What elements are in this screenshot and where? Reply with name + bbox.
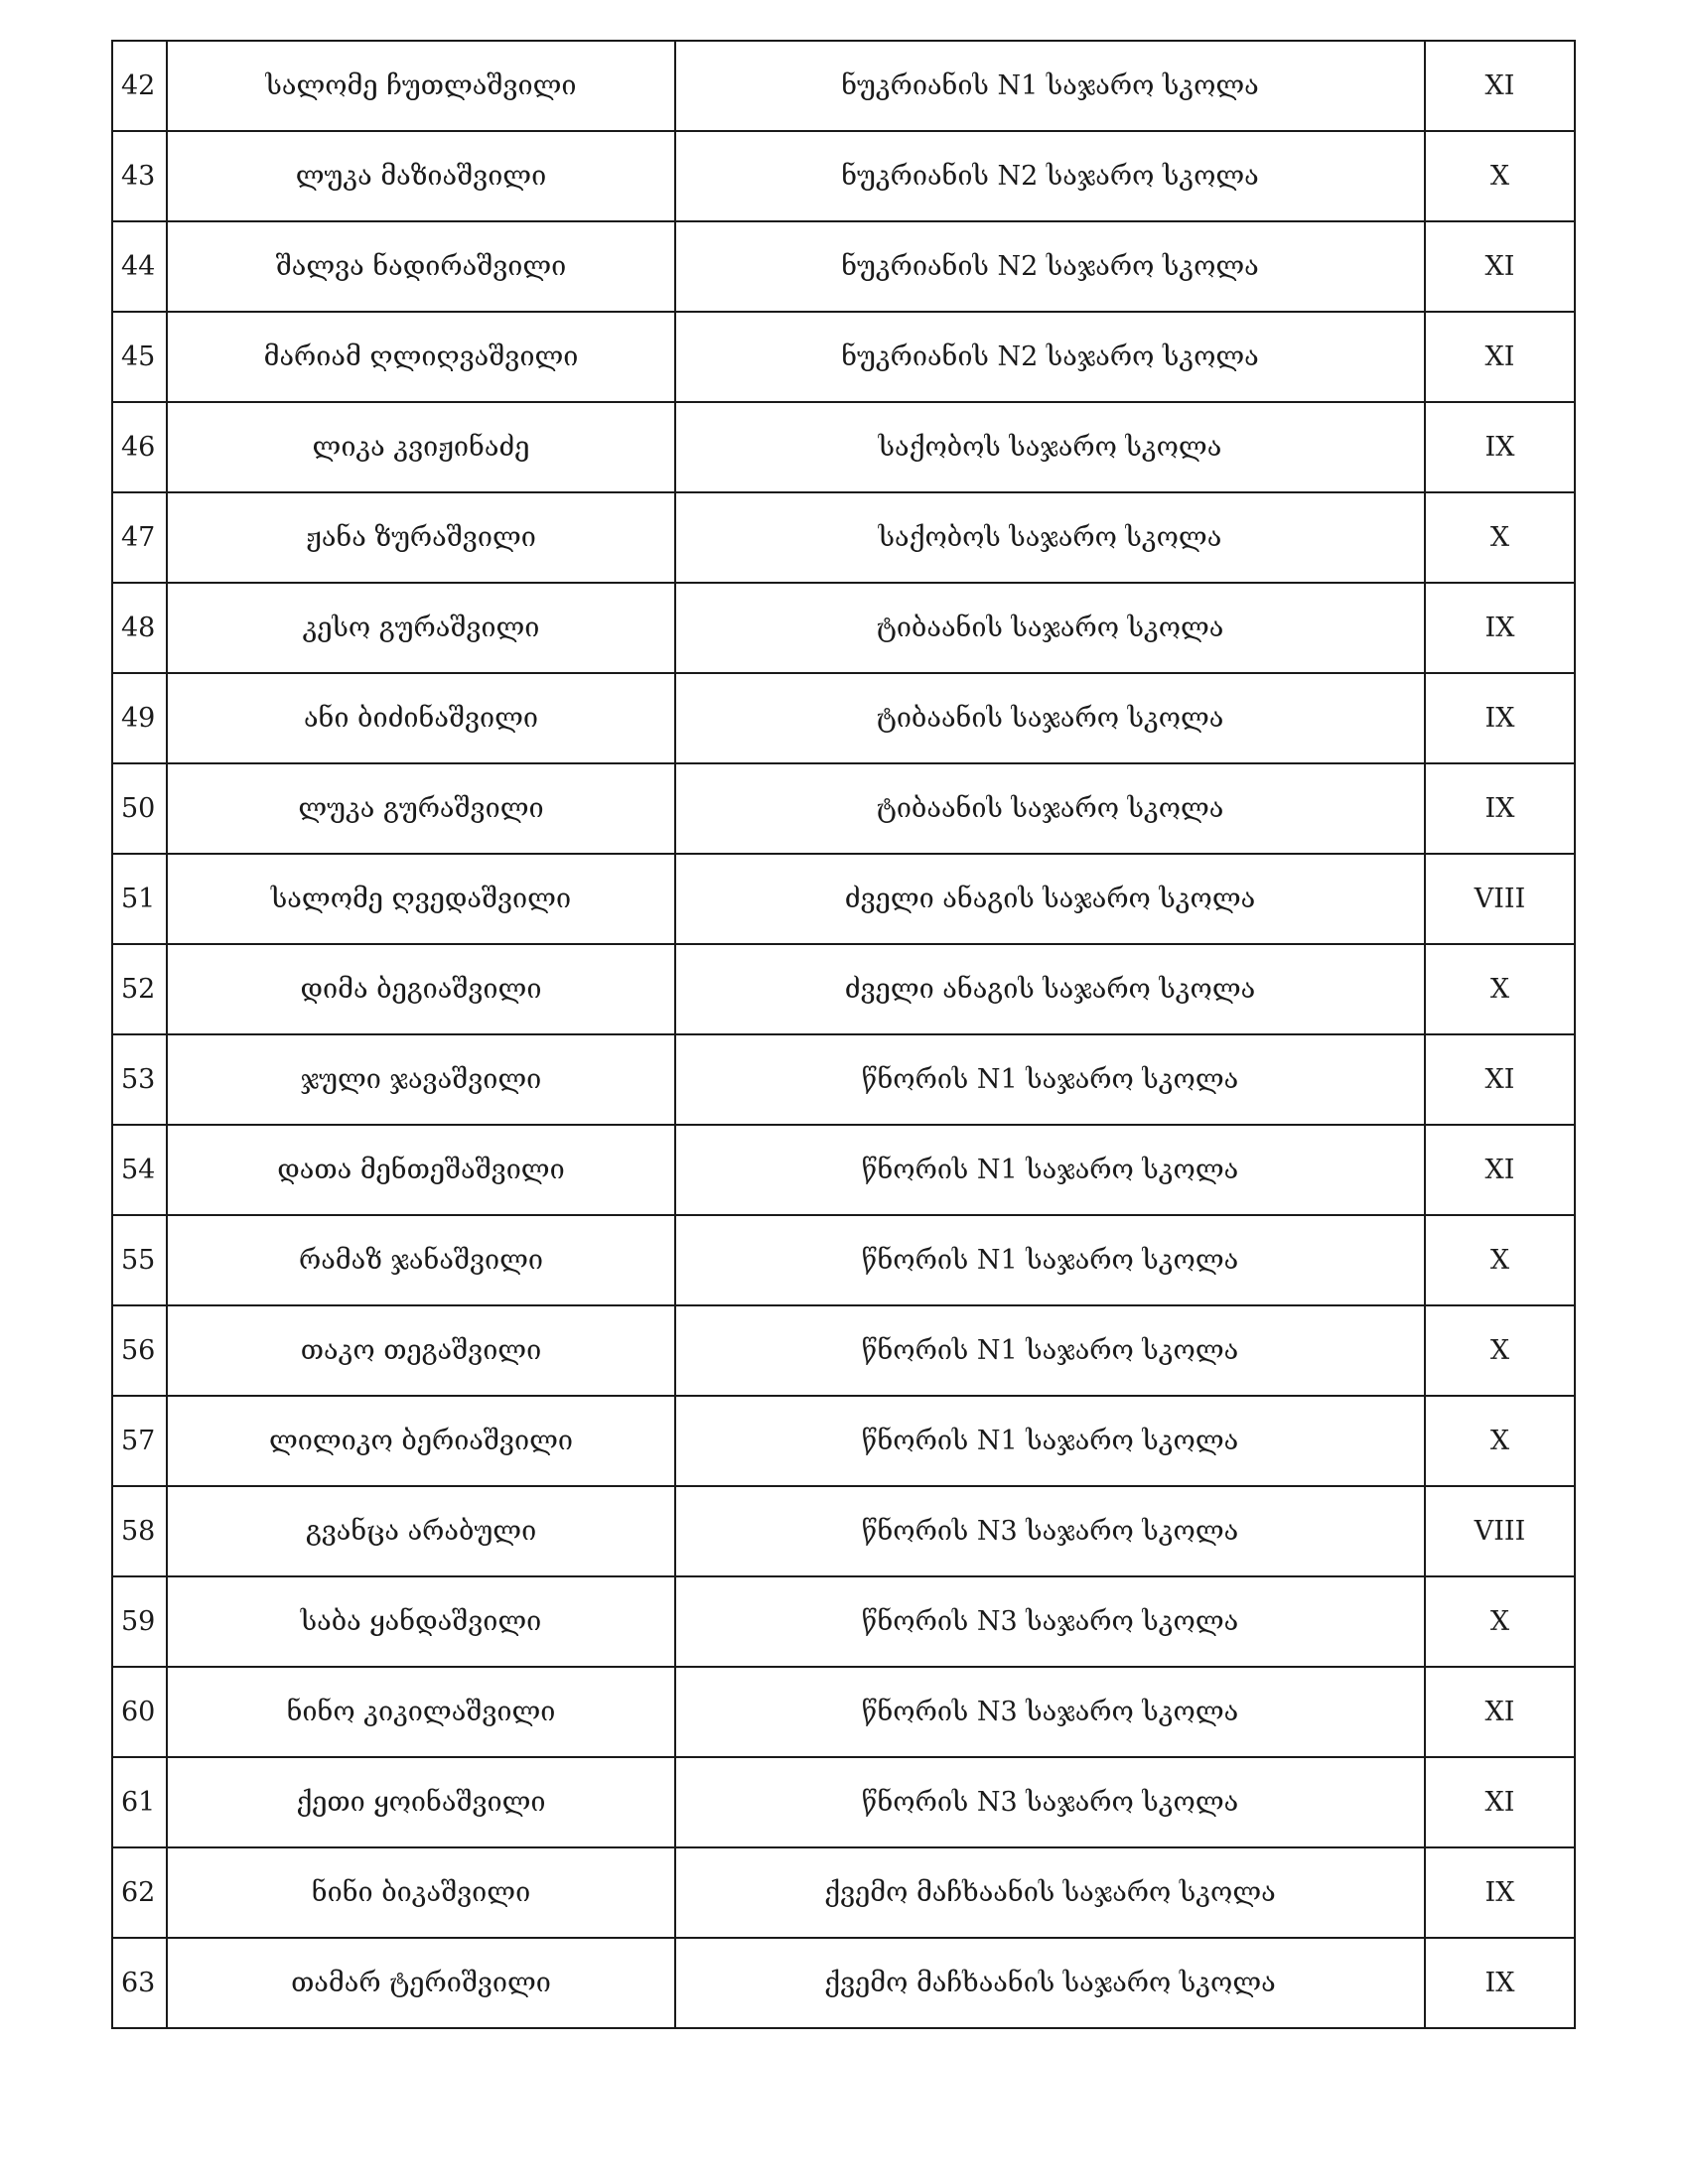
student-name-cell: გვანცა არაბული (167, 1486, 675, 1576)
row-number-cell: 60 (112, 1667, 167, 1757)
school-name-cell: საქობოს საჯარო სკოლა (675, 402, 1425, 492)
school-name-cell: ნუკრიანის N2 საჯარო სკოლა (675, 131, 1425, 221)
student-name-cell: ლუკა მაზიაშვილი (167, 131, 675, 221)
row-number-cell: 58 (112, 1486, 167, 1576)
student-name-cell: თაკო თეგაშვილი (167, 1305, 675, 1396)
school-name-cell: წნორის N1 საჯარო სკოლა (675, 1396, 1425, 1486)
school-name-cell: წნორის N1 საჯარო სკოლა (675, 1034, 1425, 1125)
student-name-cell: დათა მენთეშაშვილი (167, 1125, 675, 1215)
student-name-cell: სალომე ჩუთლაშვილი (167, 41, 675, 131)
row-number-cell: 55 (112, 1215, 167, 1305)
table-row (112, 1305, 1575, 1396)
table-row (112, 131, 1575, 221)
student-name-cell: მარიამ ღლიღვაშვილი (167, 312, 675, 402)
row-number-cell: 48 (112, 583, 167, 673)
grade-cell: X (1425, 131, 1575, 221)
grade-cell: VIII (1425, 1486, 1575, 1576)
school-name-cell: წნორის N1 საჯარო სკოლა (675, 1305, 1425, 1396)
student-name-cell: საბა ყანდაშვილი (167, 1576, 675, 1667)
grade-cell: VIII (1425, 854, 1575, 944)
school-name-cell: ტიბაანის საჯარო სკოლა (675, 673, 1425, 763)
grade-cell: X (1425, 1305, 1575, 1396)
student-name-cell: ჟანა ზურაშვილი (167, 492, 675, 583)
table-row (112, 1034, 1575, 1125)
row-number-cell: 63 (112, 1938, 167, 2028)
table-row (112, 673, 1575, 763)
school-name-cell: ქვემო მაჩხაანის საჯარო სკოლა (675, 1847, 1425, 1938)
school-name-cell: ნუკრიანის N2 საჯარო სკოლა (675, 312, 1425, 402)
table-row (112, 1938, 1575, 2028)
school-name-cell: წნორის N1 საჯარო სკოლა (675, 1215, 1425, 1305)
table-row (112, 1125, 1575, 1215)
table-row (112, 221, 1575, 312)
school-name-cell: ქვემო მაჩხაანის საჯარო სკოლა (675, 1938, 1425, 2028)
school-name-cell: ძველი ანაგის საჯარო სკოლა (675, 854, 1425, 944)
table-row (112, 854, 1575, 944)
grade-cell: XI (1425, 221, 1575, 312)
row-number-cell: 57 (112, 1396, 167, 1486)
row-number-cell: 46 (112, 402, 167, 492)
student-name-cell: ანი ბიძინაშვილი (167, 673, 675, 763)
grade-cell: XI (1425, 1034, 1575, 1125)
school-name-cell: წნორის N3 საჯარო სკოლა (675, 1576, 1425, 1667)
grade-cell: XI (1425, 41, 1575, 131)
grade-cell: XI (1425, 1125, 1575, 1215)
school-name-cell: წნორის N1 საჯარო სკოლა (675, 1125, 1425, 1215)
school-name-cell: წნორის N3 საჯარო სკოლა (675, 1486, 1425, 1576)
school-name-cell: წნორის N3 საჯარო სკოლა (675, 1667, 1425, 1757)
row-number-cell: 61 (112, 1757, 167, 1847)
grade-cell: X (1425, 1215, 1575, 1305)
grade-cell: IX (1425, 1847, 1575, 1938)
table-row (112, 763, 1575, 854)
school-name-cell: ძველი ანაგის საჯარო სკოლა (675, 944, 1425, 1034)
student-name-cell: ნინი ბიკაშვილი (167, 1847, 675, 1938)
grade-cell: X (1425, 1396, 1575, 1486)
grade-cell: IX (1425, 673, 1575, 763)
grade-cell: X (1425, 1576, 1575, 1667)
grade-cell: XI (1425, 1757, 1575, 1847)
row-number-cell: 59 (112, 1576, 167, 1667)
table-row (112, 492, 1575, 583)
student-name-cell: ლიკა კვიჟინაძე (167, 402, 675, 492)
row-number-cell: 62 (112, 1847, 167, 1938)
school-name-cell: ტიბაანის საჯარო სკოლა (675, 763, 1425, 854)
student-table-body (112, 41, 1575, 2028)
table-row (112, 583, 1575, 673)
grade-cell: IX (1425, 402, 1575, 492)
student-table (111, 40, 1576, 2029)
school-name-cell: საქობოს საჯარო სკოლა (675, 492, 1425, 583)
student-name-cell: ლუკა გურაშვილი (167, 763, 675, 854)
row-number-cell: 54 (112, 1125, 167, 1215)
school-name-cell: წნორის N3 საჯარო სკოლა (675, 1757, 1425, 1847)
student-name-cell: ქეთი ყოინაშვილი (167, 1757, 675, 1847)
row-number-cell: 42 (112, 41, 167, 131)
student-name-cell: ჯული ჯავაშვილი (167, 1034, 675, 1125)
table-row (112, 41, 1575, 131)
table-row (112, 1576, 1575, 1667)
row-number-cell: 50 (112, 763, 167, 854)
grade-cell: XI (1425, 312, 1575, 402)
grade-cell: IX (1425, 1938, 1575, 2028)
row-number-cell: 52 (112, 944, 167, 1034)
table-row (112, 1486, 1575, 1576)
row-number-cell: 43 (112, 131, 167, 221)
row-number-cell: 51 (112, 854, 167, 944)
student-name-cell: თამარ ტერიშვილი (167, 1938, 675, 2028)
grade-cell: XI (1425, 1667, 1575, 1757)
table-row (112, 944, 1575, 1034)
table-row (112, 1667, 1575, 1757)
table-row (112, 1757, 1575, 1847)
table-row (112, 312, 1575, 402)
grade-cell: X (1425, 492, 1575, 583)
row-number-cell: 53 (112, 1034, 167, 1125)
row-number-cell: 45 (112, 312, 167, 402)
grade-cell: X (1425, 944, 1575, 1034)
student-name-cell: რამაზ ჯანაშვილი (167, 1215, 675, 1305)
row-number-cell: 56 (112, 1305, 167, 1396)
student-name-cell: შალვა ნადირაშვილი (167, 221, 675, 312)
student-name-cell: ლილიკო ბერიაშვილი (167, 1396, 675, 1486)
row-number-cell: 47 (112, 492, 167, 583)
table-row (112, 1396, 1575, 1486)
student-name-cell: სალომე ღვედაშვილი (167, 854, 675, 944)
grade-cell: IX (1425, 583, 1575, 673)
row-number-cell: 49 (112, 673, 167, 763)
table-row (112, 402, 1575, 492)
grade-cell: IX (1425, 763, 1575, 854)
school-name-cell: ნუკრიანის N1 საჯარო სკოლა (675, 41, 1425, 131)
document-page (111, 40, 1576, 2029)
row-number-cell: 44 (112, 221, 167, 312)
table-row (112, 1215, 1575, 1305)
student-name-cell: დიმა ბეგიაშვილი (167, 944, 675, 1034)
school-name-cell: ტიბაანის საჯარო სკოლა (675, 583, 1425, 673)
school-name-cell: ნუკრიანის N2 საჯარო სკოლა (675, 221, 1425, 312)
student-name-cell: კესო გურაშვილი (167, 583, 675, 673)
table-row (112, 1847, 1575, 1938)
student-name-cell: ნინო კიკილაშვილი (167, 1667, 675, 1757)
